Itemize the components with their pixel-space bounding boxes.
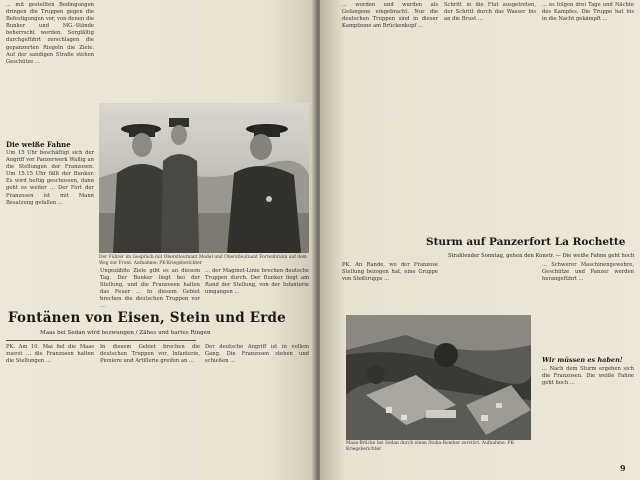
main-headline: Fontänen von Eisen, Stein und Erde: [8, 310, 286, 326]
left-bottom-col3: Der deutsche Angriff ist in vollem Gang. Die Franzosen stehen und schießen ...: [205, 344, 309, 365]
right-lower-col1: PK. An Rande, wo der Franzose Stellung bezogen hat, eine Gruppe von Stoßtrupps ...: [342, 262, 438, 283]
right-headline: Sturm auf Panzerfort La Rochette: [426, 236, 626, 248]
page-number: 9: [620, 463, 626, 473]
right-col2-top-text: Schritt in die Flut ausgetreten, der Schritt durch das Wasser bis an die Brust ...: [444, 2, 536, 23]
photo-officers-image: [99, 103, 309, 253]
right-col3-end-text: ... Nach dem Sturm ergeben sich die Franzosen. Die weiße Fahne geht hoch ...: [542, 366, 634, 387]
left-bottom-col1: PK. Am 10. Mai fiel die Maas zuerst ... die Franzosen halten die Stellungen ...: [6, 344, 94, 365]
photo-officers-conversation: [99, 103, 309, 253]
right-page: [320, 0, 640, 480]
section-title-weisse-fahne: Die weiße Fahne: [6, 140, 71, 149]
left-col1-bottom-text: Um 15 Uhr beschäftigt sich der Angriff vor Panzerwerk Wallig an die Stellungen der Franzosen. Um 15.15 Uhr fällt der Bunker. Es wird heftig geschossen, dann geht es weiter ... Der Fort der Franzosen ist mit Mann Besatzung gefallen ...: [6, 150, 94, 206]
right-col3-top-text: ... es folgen drei Tage und Nächte des Kampfes. Die Truppe hat bis in die Nacht gekämpft ...: [542, 2, 634, 23]
section-title-wir-muessen: Wir müssen es haben!: [542, 356, 623, 364]
left-col2-text: Ungezählte Ziele gibt es an diesem Tag. Der Bunker liegt bei der Stellung, und die Franzosen halten das Feuer ... In diesem Gebiet brechen die deutschen Truppen vor ...: [100, 268, 200, 308]
left-col1-top-text: ... mit gestellten Bedingungen dringen die Truppen gegen die Befestigungen vor, von denen die Bunker und MG.-Stände beherrscht werden. Sorgfältig durchgeführt zerschlagen die gepanzerten Riegeln die Ziele. Auf der sandigen Straße stehen Geschütze ...: [6, 2, 94, 65]
photo1-caption: Der Führer im Gespräch mit Oberstleutnant Model und Oberstleutnant Fortenbrunn auf dem Weg zur Front. Aufnahme: PK-Kriegsberichter: [99, 255, 307, 266]
left-page: [0, 0, 316, 480]
aerial-photo-image: [346, 315, 531, 440]
headline-rule: [6, 340, 196, 341]
photo-aerial-bridge: [346, 315, 531, 440]
right-col3-bottom-text: ... Schwerer Maschinengewehre, Geschütze und Panzer werden herangeführt ...: [542, 262, 634, 283]
right-subheadline: Strahlender Sonntag, gehen den Konstr. — Die weiße Fahne geht hoch: [448, 253, 635, 259]
photo2-caption: Maas-Brücke bei Sedan durch einen Stuka-Bomber zerstört. Aufnahme: PK-Kriegsberichter: [346, 441, 515, 452]
main-subheadline: Maas bei Sedan wird bezwungen / Zähes und hartes Ringen: [40, 330, 211, 336]
right-col1-top-text: ... worden und wurden als Gefangene eingebracht. Nur die deutschen Truppen sind in dieser Kampfzone am Brückenkopf ...: [342, 2, 438, 30]
left-col3-text: ... der Maginot-Linie brechen deutsche Truppen durch. Der Bunker liegt am Rand der Stellung, von der Infanterie umgangen ...: [205, 268, 309, 296]
left-bottom-col2: In diesem Gebiet brechen die deutschen Truppen vor. Infanterie, Pioniere und Artillerie greifen an ...: [100, 344, 200, 365]
